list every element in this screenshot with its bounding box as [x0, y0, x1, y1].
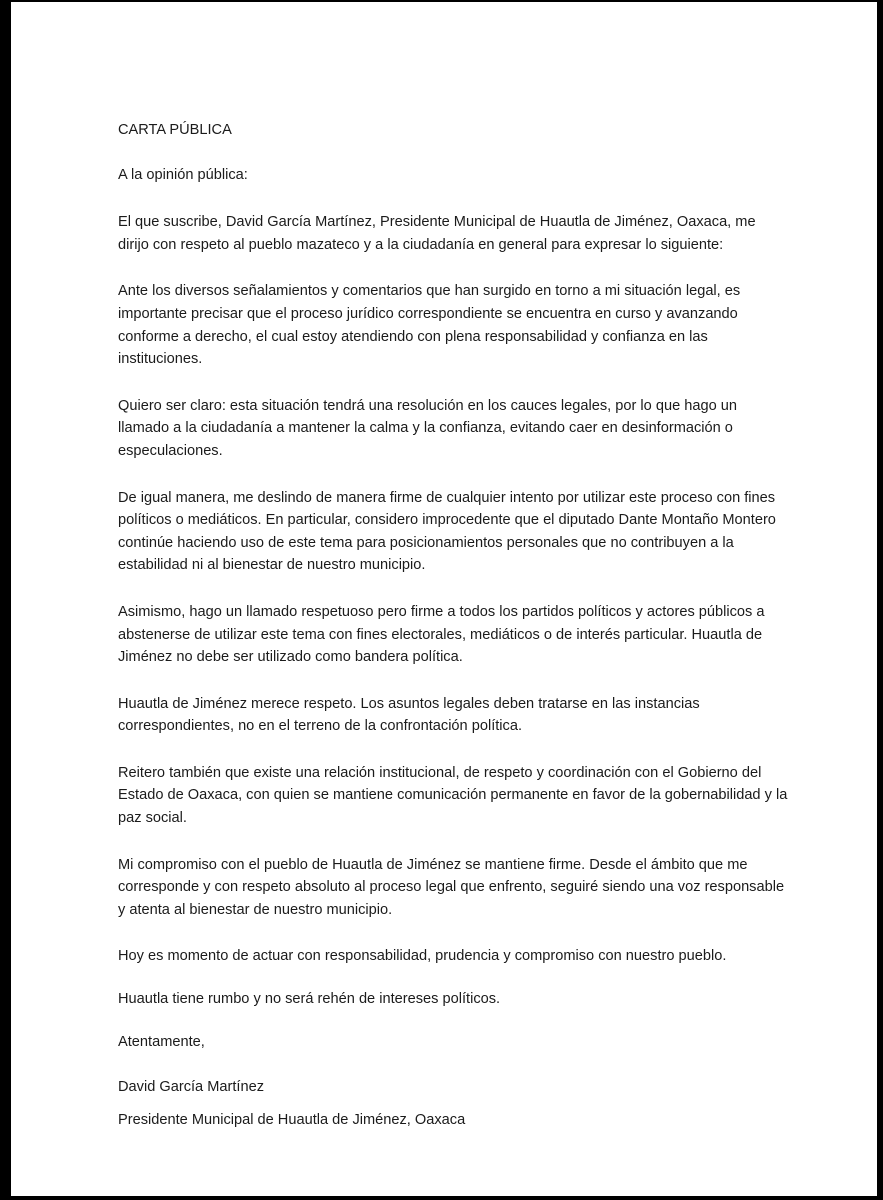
paragraph-disclaimer: De igual manera, me deslindo de manera firme de cualquier intento por utilizar este proceso con fines políticos o mediáticos. En particular, considero improcedente que el diputado Dante Montaño Montero continúe haciendo uso de este tema para posicionamientos personales que no contribuyen a la estabilidad ni al bienestar de nuestro municipio.	[118, 489, 776, 574]
paragraph-respect: Huautla de Jiménez merece respeto. Los asuntos legales deben tratarse en las instancias correspondientes, no en el terreno de la confrontación política.	[118, 695, 700, 735]
paragraph-commitment: Mi compromiso con el pueblo de Huautla de Jiménez se mantiene firme. Desde el ámbito que me corresponde y con respeto absoluto al proceso legal que enfrento, seguiré siendo una voz responsable y atenta al bienestar de nuestro municipio.	[118, 856, 785, 918]
signer-name: David García Martínez	[118, 1079, 264, 1096]
letter-salutation: A la opinión pública:	[118, 166, 248, 183]
paragraph-resolution: Quiero ser claro: esta situación tendrá una resolución en los cauces legales, por lo que hago un llamado a la ciudadanía a mantener la calma y la confianza, evitando caer en desinformación o especulaciones.	[118, 397, 737, 459]
letter-body	[118, 119, 788, 1131]
signer-title: Presidente Municipal de Huautla de Jiménez, Oaxaca	[118, 1111, 466, 1128]
letter-closing: Atentamente,	[118, 1033, 205, 1050]
letter-title: CARTA PÚBLICA	[118, 122, 232, 138]
paragraph-institutional-relation: Reitero también que existe una relación institucional, de respeto y coordinación con el Gobierno del Estado de Oaxaca, con quien se mantiene comunicación permanente en favor de la gobernabilidad y la paz social.	[118, 764, 788, 827]
paragraph-moment: Hoy es momento de actuar con responsabilidad, prudencia y compromiso con nuestro pueblo.	[118, 948, 727, 965]
paragraph-intro: El que suscribe, David García Martínez, Presidente Municipal de Huautla de Jiménez, Oaxaca, me dirijo con respeto al pueblo mazateco y a la ciudadanía en general para expresar lo siguiente:	[118, 214, 756, 253]
paragraph-call-to-parties: Asimismo, hago un llamado respetuoso pero firme a todos los partidos políticos y actores públicos a abstenerse de utilizar este tema con fines electorales, mediáticos o de interés particular. Huautla de Jiménez no debe ser utilizado como bandera política.	[118, 603, 765, 666]
paragraph-direction: Huautla tiene rumbo y no será rehén de intereses políticos.	[118, 991, 501, 1008]
paragraph-legal-situation: Ante los diversos señalamientos y comentarios que han surgido en torno a mi situación legal, es importante precisar que el proceso jurídico correspondiente se encuentra en curso y avanzando conforme a derecho, el cual estoy atendiendo con plena responsabilidad y confianza en las instituciones.	[118, 283, 741, 368]
document-page	[11, 2, 877, 1196]
